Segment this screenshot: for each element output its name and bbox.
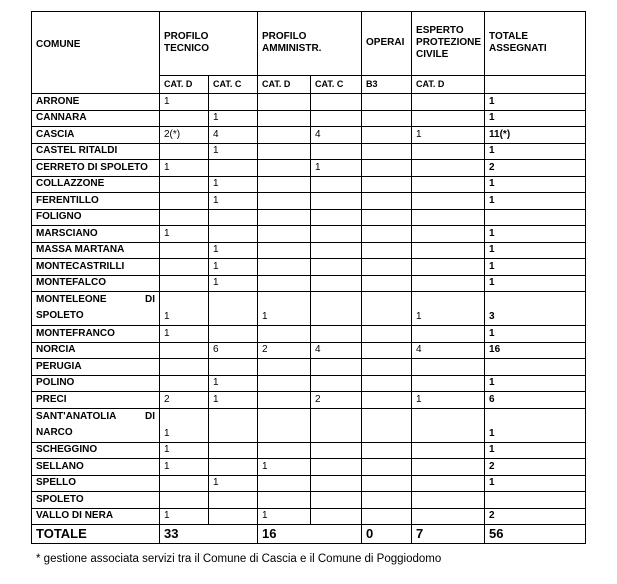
value-cell <box>258 359 311 376</box>
value-cell <box>311 459 362 476</box>
value-cell <box>258 94 311 111</box>
value-cell <box>311 143 362 160</box>
totals-amministr: 16 <box>258 525 362 544</box>
value-cell <box>258 259 311 276</box>
value-cell <box>362 176 412 193</box>
value-cell <box>311 326 362 343</box>
totals-operai: 0 <box>362 525 412 544</box>
value-cell <box>160 375 209 392</box>
value-cell: 4 <box>311 127 362 144</box>
value-cell <box>258 160 311 177</box>
value-cell <box>412 408 485 442</box>
table-row <box>32 408 586 442</box>
value-cell <box>412 359 485 376</box>
comune-name: SELLANO <box>32 459 160 476</box>
value-cell: 1 <box>209 193 258 210</box>
totale-cell: 1 <box>485 110 586 127</box>
value-cell <box>412 492 485 509</box>
value-cell <box>311 259 362 276</box>
value-cell <box>258 475 311 492</box>
value-cell: 1 <box>160 508 209 525</box>
value-cell: 2(*) <box>160 127 209 144</box>
totale-cell <box>485 359 586 376</box>
value-cell <box>311 176 362 193</box>
value-cell <box>311 408 362 442</box>
value-cell <box>412 275 485 292</box>
table-row <box>32 209 586 226</box>
value-cell <box>311 492 362 509</box>
subheader-cell-empty <box>485 75 586 93</box>
value-cell <box>258 408 311 442</box>
value-cell <box>209 459 258 476</box>
value-cell <box>362 442 412 459</box>
table-row <box>32 492 586 509</box>
value-cell <box>160 110 209 127</box>
value-cell <box>311 94 362 111</box>
totale-cell: 1 <box>485 408 586 442</box>
table-row <box>32 110 586 127</box>
table-row <box>32 160 586 177</box>
value-cell: 1 <box>209 110 258 127</box>
value-cell <box>412 508 485 525</box>
totale-cell: 1 <box>485 193 586 210</box>
subheader-cell: CAT. C <box>209 75 258 93</box>
comune-name: SCHEGGINO <box>32 442 160 459</box>
subheader-cell: B3 <box>362 75 412 93</box>
value-cell <box>412 176 485 193</box>
value-cell <box>209 226 258 243</box>
table-row <box>32 94 586 111</box>
footnote: * gestione associata servizi tra il Comune di Cascia e il Comune di Poggiodomo <box>36 553 442 565</box>
table-row <box>32 127 586 144</box>
comune-name: VALLO DI NERA <box>32 508 160 525</box>
totale-cell: 1 <box>485 442 586 459</box>
value-cell <box>362 226 412 243</box>
table-row <box>32 326 586 343</box>
totale-cell: 11(*) <box>485 127 586 144</box>
table-row <box>32 375 586 392</box>
value-cell <box>362 375 412 392</box>
comune-name-part: DI <box>145 410 155 422</box>
assignment-table <box>31 11 586 544</box>
value-cell <box>412 326 485 343</box>
value-cell <box>258 326 311 343</box>
value-cell: 1 <box>160 226 209 243</box>
comune-name: SPOLETO <box>32 492 160 509</box>
value-cell <box>160 492 209 509</box>
subheader-cell: CAT. D <box>258 75 311 93</box>
totale-cell: 1 <box>485 176 586 193</box>
comune-name: CANNARA <box>32 110 160 127</box>
value-cell <box>412 209 485 226</box>
comune-name: SPELLO <box>32 475 160 492</box>
comune-name: MONTEFALCO <box>32 275 160 292</box>
subheader-cell: CAT. C <box>311 75 362 93</box>
value-cell: 1 <box>209 259 258 276</box>
totale-cell: 1 <box>485 242 586 259</box>
value-cell: 1 <box>412 127 485 144</box>
comune-name <box>32 408 160 442</box>
value-cell <box>362 342 412 359</box>
value-cell <box>362 242 412 259</box>
comune-name: CASCIA <box>32 127 160 144</box>
totale-cell: 1 <box>485 375 586 392</box>
comune-name: NORCIA <box>32 342 160 359</box>
value-cell <box>362 359 412 376</box>
value-cell: 1 <box>160 160 209 177</box>
value-cell: 1 <box>258 292 311 326</box>
subheader-cell: CAT. D <box>412 75 485 93</box>
totale-cell: 1 <box>485 94 586 111</box>
table-row <box>32 242 586 259</box>
value-cell <box>160 242 209 259</box>
table-row <box>32 442 586 459</box>
value-cell: 2 <box>311 392 362 409</box>
value-cell: 1 <box>160 94 209 111</box>
value-cell <box>311 209 362 226</box>
value-cell <box>160 275 209 292</box>
table-row <box>32 292 586 326</box>
comune-name: PRECI <box>32 392 160 409</box>
subheader-cell: CAT. D <box>160 75 209 93</box>
value-cell <box>311 110 362 127</box>
value-cell <box>412 226 485 243</box>
value-cell <box>362 127 412 144</box>
value-cell: 1 <box>209 475 258 492</box>
value-cell: 1 <box>209 143 258 160</box>
value-cell <box>209 492 258 509</box>
value-cell <box>209 508 258 525</box>
value-cell: 1 <box>209 392 258 409</box>
value-cell <box>160 259 209 276</box>
value-cell: 1 <box>258 459 311 476</box>
comune-name-part: MONTELEONE <box>36 294 107 305</box>
comune-name: CERRETO DI SPOLETO <box>32 160 160 177</box>
comune-name: FERENTILLO <box>32 193 160 210</box>
value-cell <box>311 375 362 392</box>
value-cell <box>160 209 209 226</box>
totals-row <box>32 525 586 544</box>
value-cell: 1 <box>209 375 258 392</box>
value-cell <box>412 475 485 492</box>
value-cell: 1 <box>258 508 311 525</box>
value-cell <box>209 408 258 442</box>
comune-name-part: DI <box>145 294 155 305</box>
value-cell <box>362 492 412 509</box>
value-cell <box>209 442 258 459</box>
value-cell: 1 <box>209 242 258 259</box>
value-cell <box>362 193 412 210</box>
value-cell <box>258 392 311 409</box>
comune-name: MONTECASTRILLI <box>32 259 160 276</box>
value-cell <box>258 492 311 509</box>
comune-name-part: NARCO <box>36 426 73 438</box>
value-cell <box>258 275 311 292</box>
value-cell <box>362 275 412 292</box>
value-cell <box>362 459 412 476</box>
value-cell: 1 <box>209 176 258 193</box>
value-cell <box>412 143 485 160</box>
totale-cell: 1 <box>485 259 586 276</box>
totale-cell: 16 <box>485 342 586 359</box>
totale-cell: 2 <box>485 459 586 476</box>
value-cell <box>258 226 311 243</box>
value-cell: 1 <box>209 275 258 292</box>
header-comune: COMUNE <box>32 12 160 94</box>
value-cell <box>362 259 412 276</box>
value-cell <box>412 242 485 259</box>
header-esperto: ESPERTO PROTEZIONE CIVILE <box>412 12 485 76</box>
value-cell: 1 <box>160 292 209 326</box>
value-cell: 1 <box>160 442 209 459</box>
totale-cell: 6 <box>485 392 586 409</box>
value-cell <box>362 292 412 326</box>
value-cell <box>258 442 311 459</box>
value-cell <box>362 110 412 127</box>
table-row <box>32 226 586 243</box>
totals-totale: 56 <box>485 525 586 544</box>
table-row <box>32 508 586 525</box>
value-cell <box>412 442 485 459</box>
value-cell <box>258 242 311 259</box>
comune-name: COLLAZZONE <box>32 176 160 193</box>
value-cell <box>362 209 412 226</box>
value-cell <box>160 342 209 359</box>
totale-cell: 2 <box>485 160 586 177</box>
value-cell <box>362 143 412 160</box>
header-row <box>32 12 586 76</box>
totale-cell: 3 <box>485 292 586 326</box>
value-cell <box>209 160 258 177</box>
totale-cell: 1 <box>485 326 586 343</box>
header-operai: OPERAI <box>362 12 412 76</box>
value-cell: 1 <box>160 326 209 343</box>
value-cell <box>209 94 258 111</box>
value-cell: 4 <box>311 342 362 359</box>
value-cell <box>412 375 485 392</box>
value-cell <box>209 359 258 376</box>
value-cell <box>311 242 362 259</box>
value-cell <box>412 459 485 476</box>
value-cell <box>362 475 412 492</box>
value-cell <box>209 292 258 326</box>
comune-name-part: SPOLETO <box>36 310 84 321</box>
value-cell <box>362 392 412 409</box>
table-row <box>32 359 586 376</box>
value-cell: 4 <box>209 127 258 144</box>
value-cell: 1 <box>160 408 209 442</box>
value-cell <box>362 326 412 343</box>
table-row <box>32 275 586 292</box>
value-cell <box>160 359 209 376</box>
value-cell <box>311 359 362 376</box>
value-cell <box>258 143 311 160</box>
value-cell: 1 <box>311 160 362 177</box>
totale-cell: 1 <box>485 275 586 292</box>
comune-name: MASSA MARTANA <box>32 242 160 259</box>
value-cell: 4 <box>412 342 485 359</box>
table-row <box>32 259 586 276</box>
totale-cell <box>485 492 586 509</box>
value-cell <box>160 193 209 210</box>
value-cell <box>311 475 362 492</box>
value-cell <box>311 275 362 292</box>
table-row <box>32 176 586 193</box>
value-cell <box>311 226 362 243</box>
value-cell: 1 <box>412 292 485 326</box>
comune-name: FOLIGNO <box>32 209 160 226</box>
comune-name: PERUGIA <box>32 359 160 376</box>
totale-cell <box>485 209 586 226</box>
comune-name: ARRONE <box>32 94 160 111</box>
value-cell <box>311 442 362 459</box>
totals-tecnico: 33 <box>160 525 258 544</box>
value-cell <box>258 176 311 193</box>
value-cell <box>160 176 209 193</box>
totale-cell: 1 <box>485 143 586 160</box>
value-cell <box>362 508 412 525</box>
value-cell <box>362 408 412 442</box>
table-row <box>32 342 586 359</box>
value-cell <box>311 292 362 326</box>
value-cell <box>311 193 362 210</box>
comune-name: CASTEL RITALDI <box>32 143 160 160</box>
table-row <box>32 392 586 409</box>
value-cell <box>412 110 485 127</box>
header-profilo-amministr: PROFILO AMMINISTR. <box>258 12 362 76</box>
value-cell <box>209 326 258 343</box>
value-cell: 6 <box>209 342 258 359</box>
totals-esperto: 7 <box>412 525 485 544</box>
value-cell <box>412 160 485 177</box>
value-cell <box>258 127 311 144</box>
totale-cell: 1 <box>485 475 586 492</box>
totale-cell: 1 <box>485 226 586 243</box>
comune-name: MARSCIANO <box>32 226 160 243</box>
value-cell <box>160 475 209 492</box>
value-cell <box>160 143 209 160</box>
table-row <box>32 143 586 160</box>
comune-name <box>32 292 160 326</box>
value-cell: 2 <box>160 392 209 409</box>
value-cell <box>412 193 485 210</box>
comune-name-part: SANT'ANATOLIA <box>36 410 117 422</box>
totals-label: TOTALE <box>32 525 160 544</box>
table-row <box>32 459 586 476</box>
value-cell <box>412 259 485 276</box>
value-cell <box>258 193 311 210</box>
value-cell <box>258 110 311 127</box>
value-cell: 1 <box>160 459 209 476</box>
value-cell: 1 <box>412 392 485 409</box>
value-cell <box>362 94 412 111</box>
value-cell <box>209 209 258 226</box>
value-cell <box>311 508 362 525</box>
table-row <box>32 193 586 210</box>
header-totale: TOTALE ASSEGNATI <box>485 12 586 76</box>
value-cell <box>258 375 311 392</box>
value-cell <box>258 209 311 226</box>
header-profilo-tecnico: PROFILO TECNICO <box>160 12 258 76</box>
value-cell <box>362 160 412 177</box>
value-cell <box>412 94 485 111</box>
comune-name: POLINO <box>32 375 160 392</box>
comune-name: MONTEFRANCO <box>32 326 160 343</box>
value-cell: 2 <box>258 342 311 359</box>
table-row <box>32 475 586 492</box>
totale-cell: 2 <box>485 508 586 525</box>
